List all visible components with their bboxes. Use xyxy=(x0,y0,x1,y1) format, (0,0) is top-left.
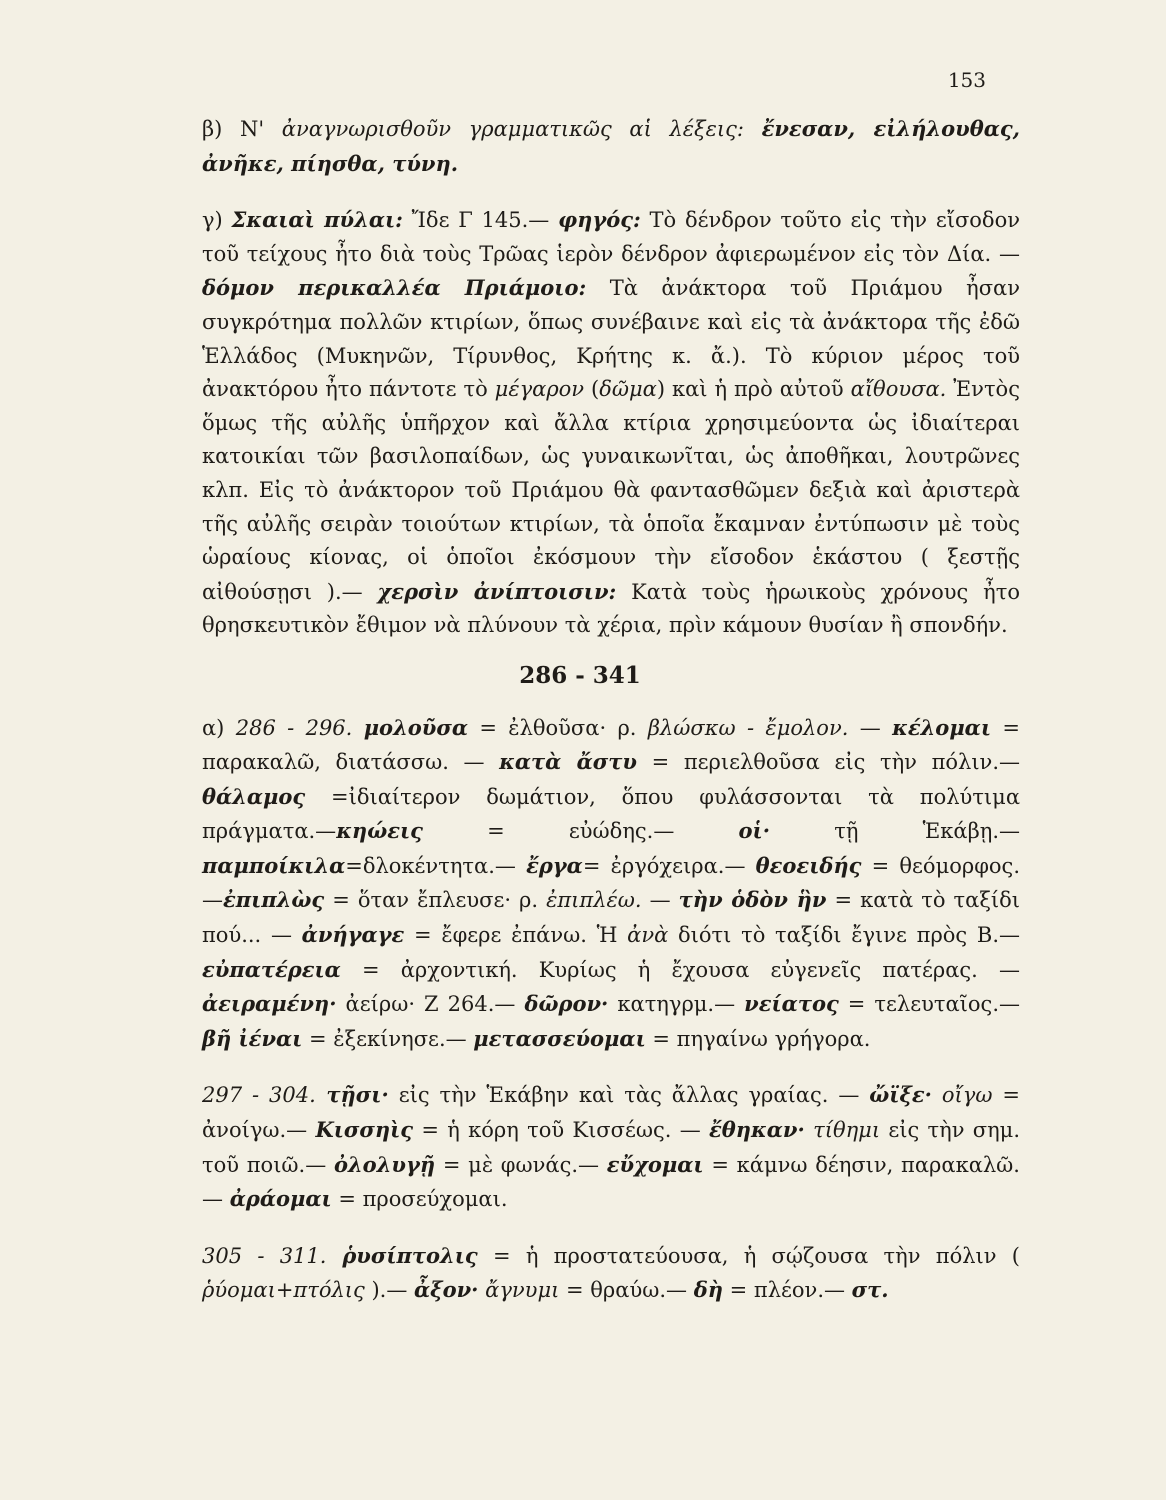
page-body xyxy=(140,112,1020,1308)
paragraph-305-311: 305 - 311. ῥυσίπτολις = ἡ προστατεύουσα, ἡ σῴζουσα τὴν πόλιν ( ῥύομαι+πτόλις ).— ἆξον· ἄγνυμι = θραύω.— δὴ = πλέον.— στ. xyxy=(202,1242,1020,1303)
paragraph-beta: β) Ν' ἀναγνωρισθοῦν γραμματικῶς αἱ λέξεις: ἔνεσαν, εἰλήλουθας, ἀνῆκε, πίησθα, τύνη. xyxy=(202,116,1020,176)
paragraph-alpha: α) 286 - 296. μολοῦσα = ἐλθοῦσα· ρ. βλώσκω - ἔμολον. — κέλομαι = παρακαλῶ, διατάσσω. — κατὰ ἄστυ = περιελθοῦσα εἰς τὴν πόλιν.— θάλαμος =ἰδιαίτερον δωμάτιον, ὅπου φυλάσσονται τὰ πολύτιμα πράγματα.—κηώεις = εὐώδης.— οἱ· τῇ Ἑκάβῃ.— παμποίκιλα=δλοκέντητα.— ἔργα= ἐργόχειρα.— θεοειδής = θεόμορφος.—ἐπιπλὼς = ὅταν ἔπλευσε· ρ. ἐπιπλέω. — τὴν ὁδὸν ἣν = κατὰ τὸ ταξίδι πού... — ἀνήγαγε = ἔφερε ἐπάνω. Ἡ ἀνὰ διότι τὸ ταξίδι ἔγινε πρὸς Β.— εὐπατέρεια = ἀρχοντική. Κυρίως ἡ ἔχουσα εὐγενεῖς πατέρας. — ἀειραμένη· ἀείρω· Ζ 264.— δῶρον· κατηγρμ.— νείατος = τελευταῖος.— βῆ ἰέναι = ἐξεκίνησε.— μετασσεύομαι = πηγαίνω γρήγορα. xyxy=(202,714,1021,1051)
paragraph-297-304: 297 - 304. τῇσι· εἰς τὴν Ἑκάβην καὶ τὰς ἄλλας γραίας. — ὤϊξε· οἴγω = ἀνοίγω.— Κισσηὶς = ἡ κόρη τοῦ Κισσέως. — ἔθηκαν· τίθημι εἰς τὴν σημ. τοῦ ποιῶ.— ὀλολυγῇ = μὲ φωνάς.— εὔχομαι = κάμνω δέησιν, παρακαλῶ.— ἀράομαι = προσεύχομαι. xyxy=(202,1082,1021,1212)
section-heading: 286 - 341 xyxy=(519,661,641,689)
page-number: 153 xyxy=(947,68,986,92)
paragraph-gamma: γ) Σκαιαὶ πύλαι: Ἴδε Γ 145.— φηγός: Τὸ δένδρον τοῦτο εἰς τὴν εἴσοδον τοῦ τείχους ἦτο διὰ τοὺς Τρῶας ἱερὸν δένδρον ἀφιερωμένον εἰς τὸν Δία. — δόμον περικαλλέα Πριάμοιο: Τὰ ἀνάκτορα τοῦ Πριάμου ἦσαν συγκρότημα πολλῶν κτιρίων, ὅπως συνέβαινε καὶ εἰς τὰ ἀνάκτορα τῆς ἐδῶ Ἑλλάδος (Μυκηνῶν, Τίρυνθος, Κρήτης κ. ἄ.). Τὸ κύριον μέρος τοῦ ἀνακτόρου ἦτο πάντοτε τὸ μέγαρον (δῶμα) καὶ ἡ πρὸ αὐτοῦ αἴθουσα. Ἐντὸς ὅμως τῆς αὐλῆς ὑπῆρχον καὶ ἄλλα κτίρια χρησιμεύοντα ὡς ἰδιαίτεραι κατοικίαι τῶν βασιλοπαίδων, ὡς γυναικωνῖται, ὡς ἀποθῆκαι, λουτρῶνες κλπ. Εἰς τὸ ἀνάκτορον τοῦ Πριάμου θὰ φαντασθῶμεν δεξιὰ καὶ ἀριστερὰ τῆς αὐλῆς σειρὰν τοιούτων κτιρίων, τὰ ὁποῖα ἔκαμναν ἐντύπωσιν μὲ τοὺς ὡραίους κίονας, οἱ ὁποῖοι ἐκόσμουν τὴν εἴσοδον ἑκάστου ( ξεστῇς αἰθούσῃσι ).— χερσὶν ἀνίπτοισιν: Κατὰ τοὺς ἡρωικοὺς χρόνους ἦτο θρησκευτικὸν ἔθιμον νὰ πλύνουν τὰ χέρια, πρὶν κάμουν θυσίαν ἢ σπονδήν. xyxy=(202,207,1020,638)
